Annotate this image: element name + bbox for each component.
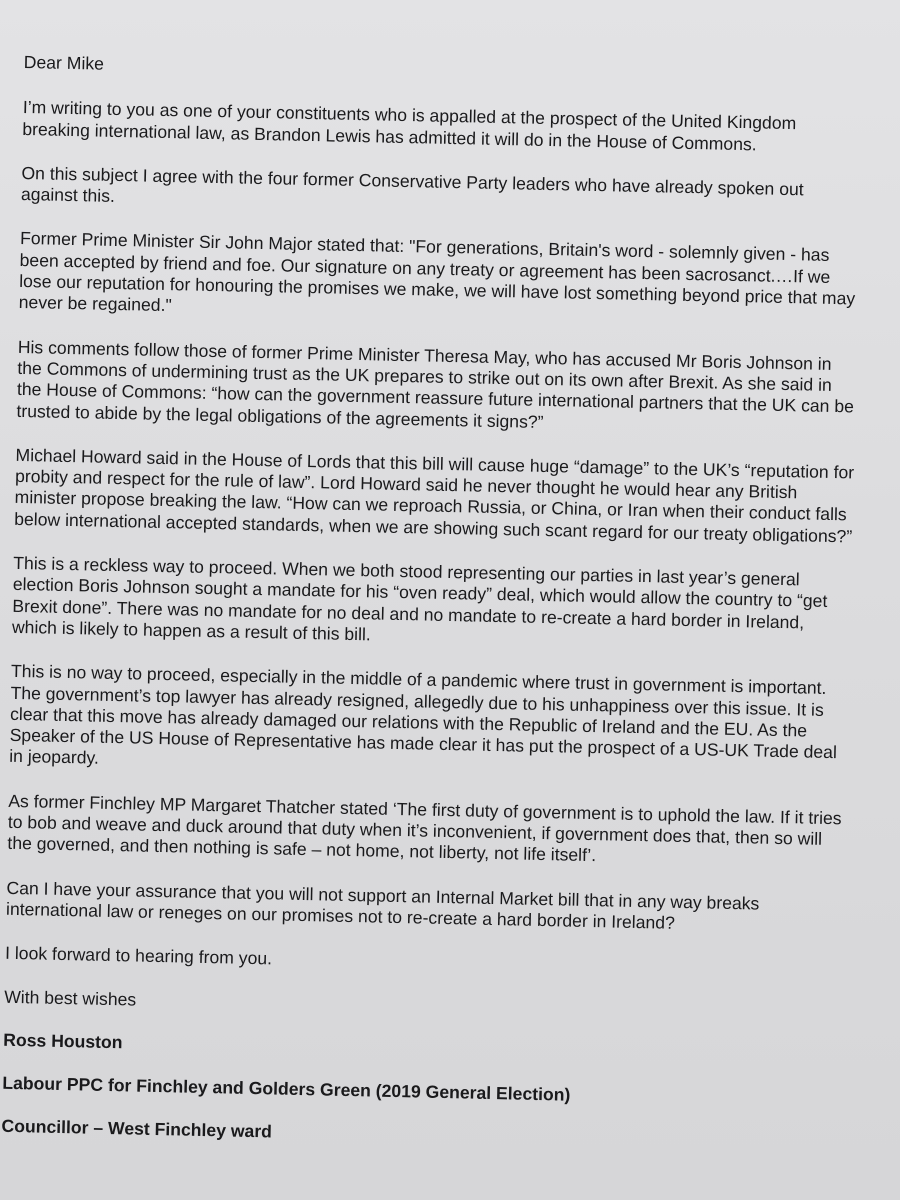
paragraph-former-leaders: On this subject I agree with the four former Conservative Party leaders who have already spoken out against this. bbox=[20, 162, 804, 207]
paragraph-thatcher: As former Finchley MP Margaret Thatcher stated ‘The first duty of government is to uphold the law. If it tries to bob and weave and duck around that duty when it’s inconvenient, if government does that, then so will the governed, and then nothing is safe – not home, not liberty, not life itself’. bbox=[7, 790, 842, 866]
paragraph-john-major: Former Prime Minister Sir John Major stated that: "For generations, Britain's word - solemnly given - has been accepted by friend and foe. Our signature on any treaty or agreement has been sacrosanct.…If we lose our reputation for honouring the promises we make, we will have lost something beyond price that may never be regained." bbox=[18, 228, 856, 316]
paragraph-pandemic: This is no way to proceed, especially in the middle of a pandemic where trust in government is important. The government’s top lawyer has already resigned, allegedly due to his unhappiness over this issue. It is clear that this move has already damaged our relations with the Republic of Ireland and the EU. As the Speaker of the US House of Representative has made clear it has put the prospect of a US-UK Trade deal in jeopardy. bbox=[9, 661, 838, 769]
paragraph-michael-howard: Michael Howard said in the House of Lords that this bill will cause huge “damage” to the UK’s “reputation for probity and respect for the rule of law”. Lord Howard said he never thought he would hear any British minister propose breaking the law. “How can we reproach Russia, or China, or Iran when their conduct falls below international accepted standards, when we are showing such scant regard for our treaty obligations?” bbox=[14, 444, 855, 547]
closing: With best wishes bbox=[4, 986, 137, 1010]
paragraph-constituent-intro: I’m writing to you as one of your constituents who is appalled at the prospect of the United Kingdom breaking international law, as Brandon Lewis has admitted it will do in the House of Commons. bbox=[22, 97, 797, 154]
signature-role: Councillor – West Finchley ward bbox=[1, 1116, 273, 1142]
paragraph-look-forward: I look forward to hearing from you. bbox=[4, 943, 273, 969]
signature-title: Labour PPC for Finchley and Golders Green (2019 General Election) bbox=[2, 1072, 571, 1105]
letter-body bbox=[1, 52, 864, 1177]
paragraph-theresa-may: His comments follow those of former Prime Minister Theresa May, who has accused Mr Boris Johnson in the Commons of undermining trust as the UK prepares to strike out on its own after Brexit. As she said in the House of Commons: “how can the government reassure future international partners that the UK can be trusted to abide by the legal obligations of the agreements it signs?” bbox=[16, 336, 855, 432]
greeting: Dear Mike bbox=[23, 52, 105, 74]
paragraph-reckless-way: This is a reckless way to proceed. When we both stood representing our parties in last year’s general election Boris Johnson sought a mandate for his “oven ready” deal, which would allow the country to “get Brexit done”. There was no mandate for no deal and no mandate to re-create a hard border in Ireland, which is likely to happen as a result of this bill. bbox=[11, 552, 828, 645]
signature-name: Ross Houston bbox=[3, 1029, 123, 1053]
paragraph-assurance-request: Can I have your assurance that you will not support an Internal Market bill that in any way breaks international law or reneges on our promises not to re-create a hard border in Ireland? bbox=[5, 877, 760, 933]
